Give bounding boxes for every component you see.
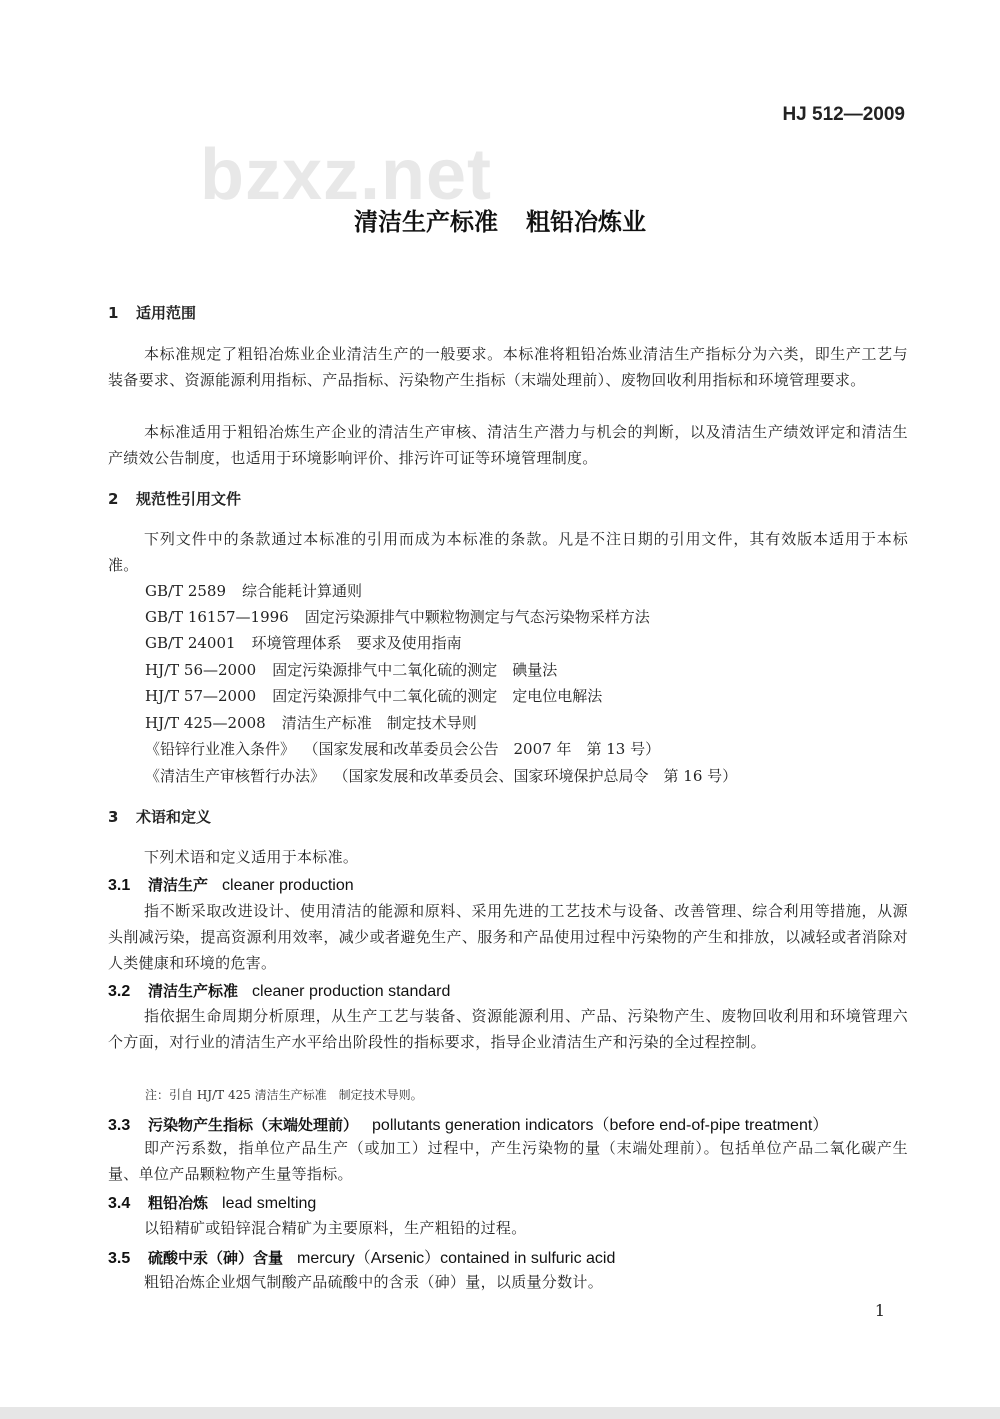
reference-title: 固定污染源排气中二氧化硫的测定 碘量法 <box>272 661 558 679</box>
reference-item <box>145 661 557 679</box>
term-chinese: 硫酸中汞（砷）含量 <box>148 1249 284 1267</box>
title-part-2: 粗铅冶炼业 <box>526 208 646 236</box>
reference-title: （国家发展和改革委员会公告 2007 年 第 13 号） <box>311 740 661 758</box>
section-1-heading <box>108 302 196 323</box>
term-chinese: 粗铅冶炼 <box>148 1194 209 1212</box>
reference-code: HJ/T 425—2008 <box>145 714 266 732</box>
reference-item <box>145 608 650 626</box>
reference-title: （国家发展和改革委员会、国家环境保护总局令 第 16 号） <box>341 767 738 785</box>
reference-title: 固定污染源排气中二氧化硫的测定 定电位电解法 <box>272 687 603 705</box>
section-number: 3 <box>108 808 119 826</box>
section-3-paragraph-1: 下列术语和定义适用于本标准。 <box>144 848 359 866</box>
term-definition: 粗铅冶炼企业烟气制酸产品硫酸中的含汞（砷）量，以质量分数计。 <box>144 1273 604 1291</box>
reference-item <box>145 740 660 758</box>
term-note: 注：引自 HJ/T 425 清洁生产标准 制定技术导则。 <box>145 1088 423 1102</box>
term-heading <box>108 1245 615 1268</box>
reference-code: GB/T 24001 <box>145 634 236 652</box>
section-title: 术语和定义 <box>136 808 212 826</box>
section-number: 2 <box>108 490 119 508</box>
document-title <box>0 202 1000 237</box>
reference-item <box>145 687 602 705</box>
reference-item <box>145 714 477 732</box>
term-english: lead smelting <box>222 1195 317 1212</box>
section-title: 规范性引用文件 <box>136 490 242 508</box>
reference-code: GB/T 16157—1996 <box>145 608 289 626</box>
standard-number: HJ 512—2009 <box>782 104 905 125</box>
term-heading <box>108 874 354 895</box>
term-number: 3.3 <box>108 1117 131 1134</box>
term-definition: 指依据生命周期分析原理，从生产工艺与装备、资源能源利用、产品、污染物产生、废物回收利用和环境管理六个方面，对行业的清洁生产水平给出阶段性的指标要求，指导企业清洁生产和污染的全过程控制。 <box>108 1007 908 1051</box>
term-chinese: 清洁生产 <box>148 876 209 894</box>
section-3-heading <box>108 806 211 827</box>
term-number: 3.1 <box>108 877 131 894</box>
term-definition: 指不断采取改进设计、使用清洁的能源和原料、采用先进的工艺技术与设备、改善管理、综合利用等措施，从源头削减污染，提高资源利用效率，减少或者避免生产、服务和产品使用过程中污染物的产生和排放，以减轻或者消除对人类健康和环境的危害。 <box>108 902 908 972</box>
reference-item <box>145 767 737 785</box>
reference-item <box>145 634 462 652</box>
reference-title: 固定污染源排气中颗粒物测定与气态污染物采样方法 <box>304 608 650 626</box>
term-chinese: 污染物产生指标（末端处理前） <box>148 1116 359 1134</box>
section-2-paragraph-1: 下列文件中的条款通过本标准的引用而成为本标准的条款。凡是不注日期的引用文件，其有效版本适用于本标准。 <box>108 530 908 574</box>
term-english: pollutants generation indicators（before end-of-pipe treatment） <box>372 1117 829 1134</box>
term-heading <box>108 1192 316 1213</box>
term-english: cleaner production <box>222 877 354 894</box>
term-definition: 即产污系数，指单位产品生产（或加工）过程中，产生污染物的量（末端处理前）。包括单位产品二氧化碳产生量、单位产品颗粒物产生量等指标。 <box>108 1139 908 1183</box>
reference-title: 清洁生产标准 制定技术导则 <box>281 714 477 732</box>
term-heading <box>108 1112 828 1135</box>
reference-code: 《铅锌行业准入条件》 <box>145 740 296 758</box>
section-1-paragraph-2: 本标准适用于粗铅冶炼生产企业的清洁生产审核、清洁生产潜力与机会的判断，以及清洁生产绩效评定和清洁生产绩效公告制度，也适用于环境影响评价、排污许可证等环境管理制度。 <box>108 423 908 467</box>
term-number: 3.2 <box>108 983 131 1000</box>
page-number: 1 <box>874 1301 885 1320</box>
term-english: mercury（Arsenic）contained in sulfuric acid <box>297 1250 616 1267</box>
term-number: 3.5 <box>108 1250 131 1267</box>
section-number: 1 <box>108 304 119 322</box>
watermark: bzxz.net <box>200 135 493 215</box>
section-title: 适用范围 <box>136 304 197 322</box>
page-bottom-edge <box>0 1407 1000 1419</box>
term-definition: 以铅精矿或铅锌混合精矿为主要原料，生产粗铅的过程。 <box>144 1219 527 1237</box>
section-2-heading <box>108 488 241 509</box>
term-chinese: 清洁生产标准 <box>148 982 239 1000</box>
reference-code: HJ/T 57—2000 <box>145 687 257 705</box>
reference-code: 《清洁生产审核暂行办法》 <box>145 767 326 785</box>
title-part-1: 清洁生产标准 <box>354 208 498 236</box>
reference-code: HJ/T 56—2000 <box>145 661 257 679</box>
term-number: 3.4 <box>108 1195 131 1212</box>
reference-item <box>145 582 362 600</box>
term-english: cleaner production standard <box>252 983 451 1000</box>
term-heading <box>108 980 450 1001</box>
reference-title: 综合能耗计算通则 <box>242 582 363 600</box>
reference-code: GB/T 2589 <box>145 582 227 600</box>
section-1-paragraph-1: 本标准规定了粗铅冶炼业企业清洁生产的一般要求。本标准将粗铅冶炼业清洁生产指标分为六类，即生产工艺与装备要求、资源能源利用指标、产品指标、污染物产生指标（末端处理前）、废物回收利用指标和环境管理要求。 <box>108 345 908 389</box>
reference-title: 环境管理体系 要求及使用指南 <box>251 634 462 652</box>
